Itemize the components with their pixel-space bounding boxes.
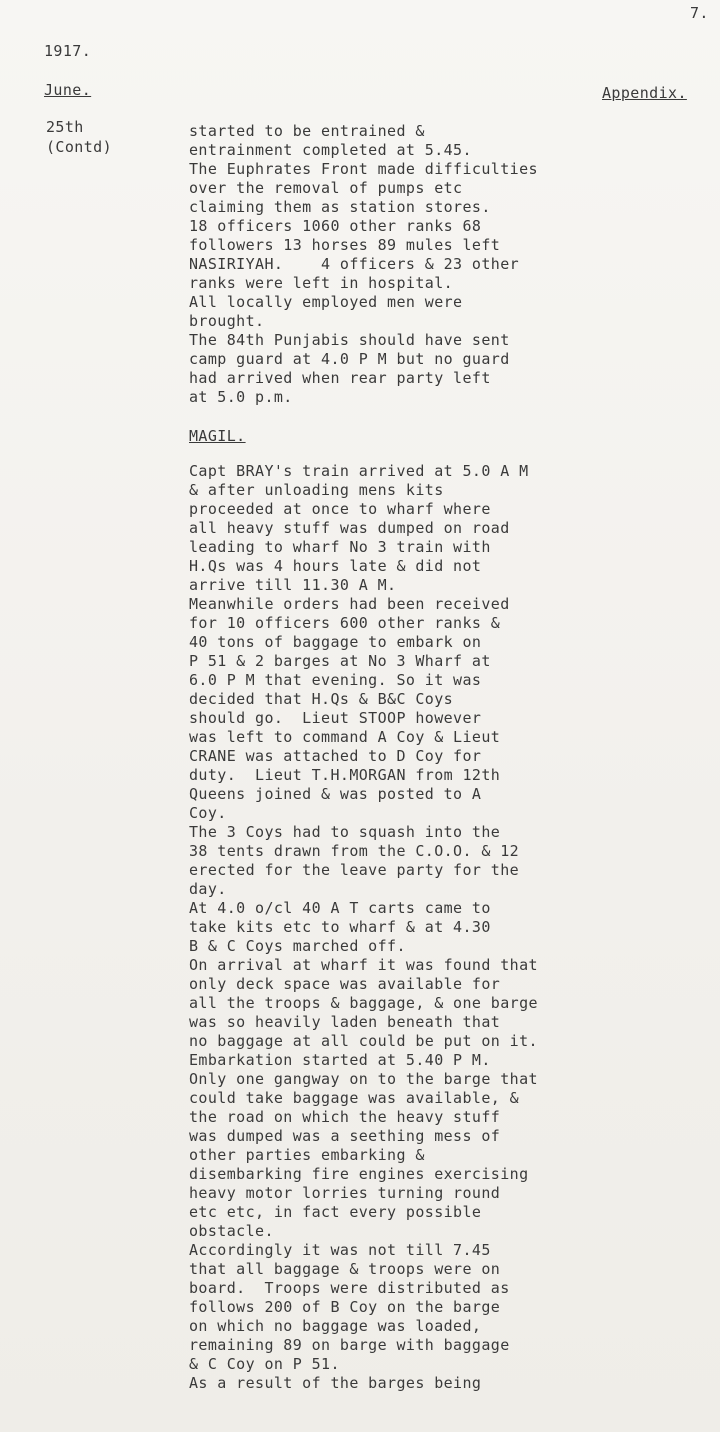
entry-magil xyxy=(189,462,538,1393)
text-line: all the troops & baggage, & one barge xyxy=(189,994,538,1012)
text-line: 40 tons of baggage to embark on xyxy=(189,633,482,651)
text-line: The 84th Punjabis should have sent xyxy=(189,331,510,349)
text-line: H.Qs was 4 hours late & did not xyxy=(189,557,482,575)
text-line: P 51 & 2 barges at No 3 Wharf at xyxy=(189,652,491,670)
text-line: remaining 89 on barge with baggage xyxy=(189,1336,510,1354)
text-line: on which no baggage was loaded, xyxy=(189,1317,482,1335)
text-line: the road on which the heavy stuff xyxy=(189,1108,501,1126)
appendix-heading: Appendix. xyxy=(602,84,687,102)
text-line: All locally employed men were xyxy=(189,293,463,311)
text-line: B & C Coys marched off. xyxy=(189,937,406,955)
text-line: At 4.0 o/cl 40 A T carts came to xyxy=(189,899,491,917)
text-line: day. xyxy=(189,880,227,898)
text-line: duty. Lieut T.H.MORGAN from 12th xyxy=(189,766,501,784)
text-line: brought. xyxy=(189,312,265,330)
text-line: should go. Lieut STOOP however xyxy=(189,709,482,727)
text-line: was left to command A Coy & Lieut xyxy=(189,728,501,746)
text-line: other parties embarking & xyxy=(189,1146,425,1164)
text-line: On arrival at wharf it was found that xyxy=(189,956,538,974)
entry-nasiriyah xyxy=(189,122,538,407)
date-contd: (Contd) xyxy=(46,138,113,156)
text-line: disembarking fire engines exercising xyxy=(189,1165,529,1183)
text-line: was so heavily laden beneath that xyxy=(189,1013,501,1031)
text-line: entrainment completed at 5.45. xyxy=(189,141,472,159)
text-line: 18 officers 1060 other ranks 68 xyxy=(189,217,482,235)
text-line: decided that H.Qs & B&C Coys xyxy=(189,690,454,708)
month: June. xyxy=(44,81,92,99)
text-line: ranks were left in hospital. xyxy=(189,274,454,292)
page-number: 7. xyxy=(690,4,709,22)
text-line: that all baggage & troops were on xyxy=(189,1260,501,1278)
text-line: for 10 officers 600 other ranks & xyxy=(189,614,501,632)
text-line: proceeded at once to wharf where xyxy=(189,500,491,518)
text-line: NASIRIYAH. 4 officers & 23 other xyxy=(189,255,520,273)
text-line: at 5.0 p.m. xyxy=(189,388,293,406)
text-line: Coy. xyxy=(189,804,227,822)
text-line: follows 200 of B Coy on the barge xyxy=(189,1298,501,1316)
text-line: 38 tents drawn from the C.O.O. & 12 xyxy=(189,842,520,860)
text-line: The Euphrates Front made difficulties xyxy=(189,160,538,178)
text-line: followers 13 horses 89 mules left xyxy=(189,236,501,254)
text-line: Queens joined & was posted to A xyxy=(189,785,482,803)
text-line: heavy motor lorries turning round xyxy=(189,1184,501,1202)
text-line: Accordingly it was not till 7.45 xyxy=(189,1241,491,1259)
place-heading: MAGIL. xyxy=(189,427,246,445)
text-line: claiming them as station stores. xyxy=(189,198,491,216)
text-line: over the removal of pumps etc xyxy=(189,179,463,197)
text-line: take kits etc to wharf & at 4.30 xyxy=(189,918,491,936)
date-day: 25th xyxy=(46,118,84,136)
text-line: no baggage at all could be put on it. xyxy=(189,1032,538,1050)
text-line: & after unloading mens kits xyxy=(189,481,444,499)
text-line: was dumped was a seething mess of xyxy=(189,1127,501,1145)
text-line: 6.0 P M that evening. So it was xyxy=(189,671,482,689)
text-line: CRANE was attached to D Coy for xyxy=(189,747,482,765)
text-line: Meanwhile orders had been received xyxy=(189,595,510,613)
text-line: & C Coy on P 51. xyxy=(189,1355,340,1373)
text-line: As a result of the barges being xyxy=(189,1374,482,1392)
text-line: etc etc, in fact every possible xyxy=(189,1203,482,1221)
text-line: erected for the leave party for the xyxy=(189,861,520,879)
text-line: leading to wharf No 3 train with xyxy=(189,538,491,556)
text-line: could take baggage was available, & xyxy=(189,1089,520,1107)
text-line: obstacle. xyxy=(189,1222,274,1240)
text-line: camp guard at 4.0 P M but no guard xyxy=(189,350,510,368)
text-line: only deck space was available for xyxy=(189,975,501,993)
text-line: all heavy stuff was dumped on road xyxy=(189,519,510,537)
text-line: Capt BRAY's train arrived at 5.0 A M xyxy=(189,462,529,480)
text-line: Embarkation started at 5.40 P M. xyxy=(189,1051,491,1069)
year: 1917. xyxy=(44,42,92,60)
text-line: started to be entrained & xyxy=(189,122,425,140)
text-line: arrive till 11.30 A M. xyxy=(189,576,397,594)
text-line: The 3 Coys had to squash into the xyxy=(189,823,501,841)
text-line: board. Troops were distributed as xyxy=(189,1279,510,1297)
text-line: had arrived when rear party left xyxy=(189,369,491,387)
text-line: Only one gangway on to the barge that xyxy=(189,1070,538,1088)
